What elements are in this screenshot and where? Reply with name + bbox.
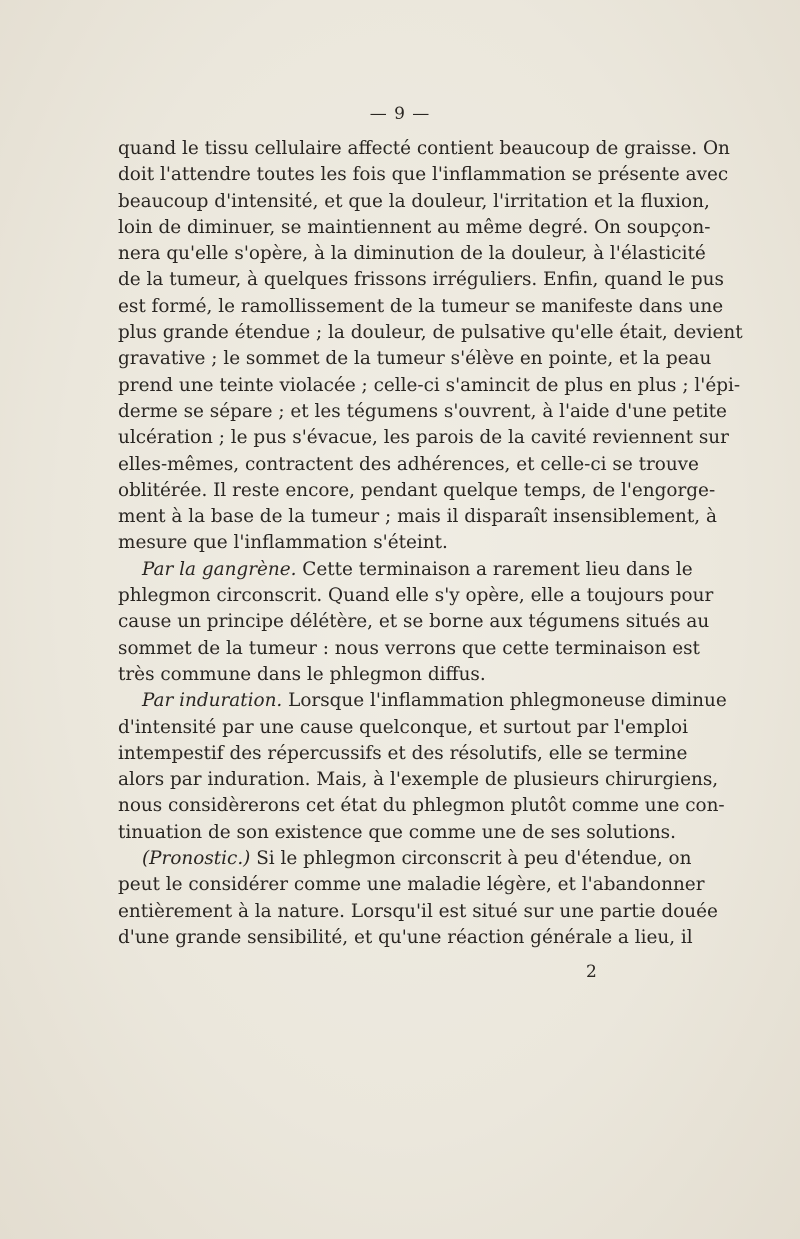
text-line: plus grande étendue ; la douleur, de pulsative qu'elle était, devient — [118, 322, 743, 344]
text-line: gravative ; le sommet de la tumeur s'élève en pointe, et la peau — [118, 348, 712, 370]
text-line: peut le considérer comme une maladie légère, et l'abandonner — [118, 874, 705, 896]
text-line: Par induration. Lorsque l'inflammation phlegmoneuse diminue — [142, 690, 727, 712]
text-line: phlegmon circonscrit. Quand elle s'y opère, elle a toujours pour — [118, 585, 714, 607]
text-line: alors par induration. Mais, à l'exemple de plusieurs chirurgiens, — [118, 769, 719, 791]
text-line: d'une grande sensibilité, et qu'une réaction générale a lieu, il — [118, 926, 693, 948]
text-line: cause un principe délétère, et se borne aux tégumens situés au — [118, 611, 710, 633]
section-heading-gangrene: Par la gangrène. — [142, 558, 297, 580]
text-line: nera qu'elle s'opère, à la diminution de la douleur, à l'élasticité — [118, 243, 706, 265]
text-line: est formé, le ramollissement de la tumeur se manifeste dans une — [118, 295, 724, 317]
text-line: (Pronostic.) Si le phlegmon circonscrit à peu d'étendue, on — [142, 848, 692, 870]
text-line: beaucoup d'intensité, et que la douleur, l'irritation et la fluxion, — [118, 190, 710, 212]
text-line: ment à la base de la tumeur ; mais il disparaît insensiblement, à — [118, 506, 717, 528]
section-heading-pronostic: (Pronostic.) — [142, 848, 251, 870]
text-line: tinuation de son existence que comme une de ses solutions. — [118, 821, 676, 843]
text-line: nous considèrerons cet état du phlegmon plutôt comme une con- — [118, 795, 725, 817]
text-line: de la tumeur, à quelques frissons irréguliers. Enfin, quand le pus — [118, 269, 724, 291]
text-line: très commune dans le phlegmon diffus. — [118, 663, 486, 685]
text-line: loin de diminuer, se maintiennent au même degré. On soupçon- — [118, 216, 711, 238]
text-line: oblitérée. Il reste encore, pendant quelque temps, de l'engorge- — [118, 479, 716, 501]
text-line: elles-mêmes, contractent des adhérences, et celle-ci se trouve — [118, 453, 699, 475]
text-line: entièrement à la nature. Lorsqu'il est situé sur une partie douée — [118, 900, 718, 922]
text-line: Par la gangrène. Cette terminaison a rarement lieu dans le — [142, 558, 693, 580]
body-text — [118, 136, 743, 951]
section-heading-induration: Par induration. — [142, 690, 283, 712]
page-number: — 9 — — [369, 104, 431, 124]
text-line: prend une teinte violacée ; celle-ci s'amincit de plus en plus ; l'épi- — [118, 374, 741, 396]
text-line: quand le tissu cellulaire affecté contient beaucoup de graisse. On — [118, 138, 730, 159]
text-line: intempestif des répercussifs et des résolutifs, elle se termine — [118, 742, 688, 764]
text-line: doit l'attendre toutes les fois que l'inflammation se présente avec — [118, 164, 729, 186]
text-line: sommet de la tumeur : nous verrons que cette terminaison est — [118, 637, 700, 659]
text-line: derme se sépare ; et les tégumens s'ouvrent, à l'aide d'une petite — [118, 400, 727, 422]
text-line: d'intensité par une cause quelconque, et surtout par l'emploi — [118, 716, 688, 738]
text-line: mesure que l'inflammation s'éteint. — [118, 532, 448, 554]
text-line: ulcération ; le pus s'évacue, les parois de la cavité reviennent sur — [118, 427, 729, 449]
signature-mark: 2 — [586, 962, 597, 982]
